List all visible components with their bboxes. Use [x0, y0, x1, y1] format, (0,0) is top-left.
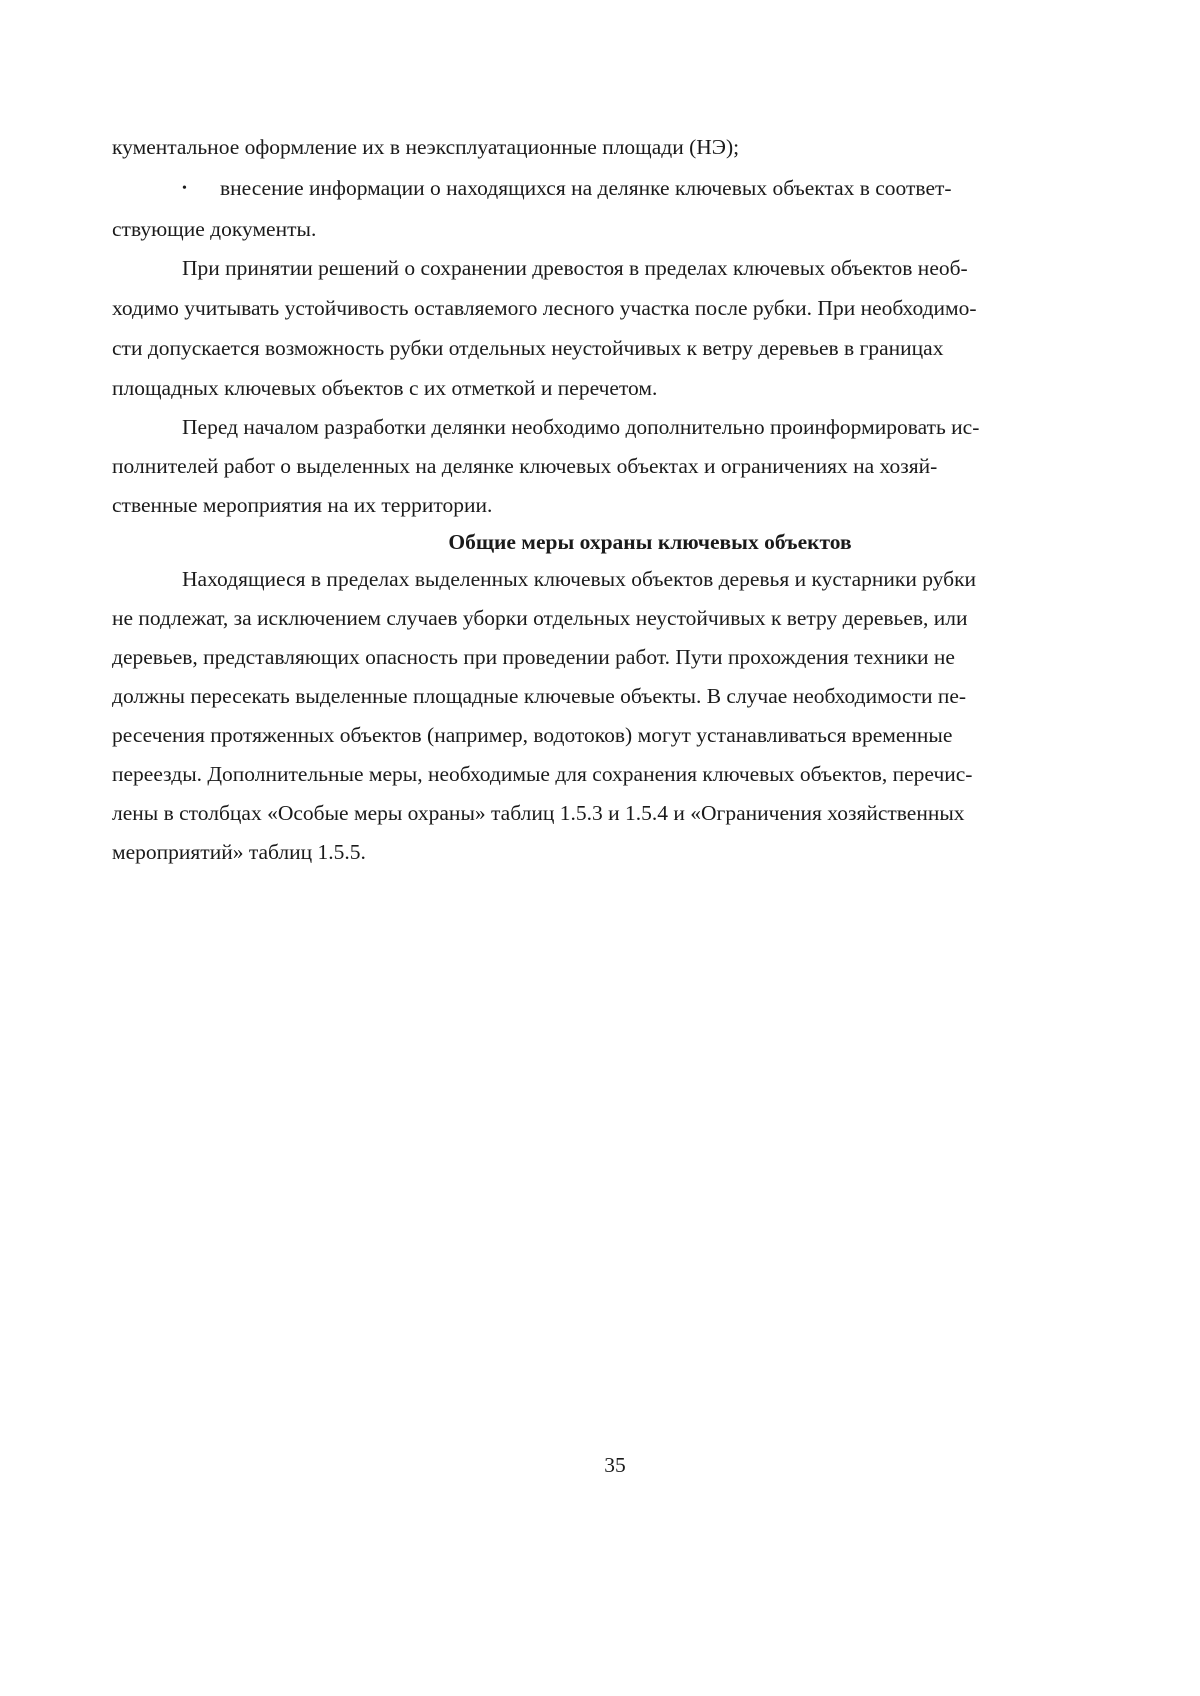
bullet-icon: • — [182, 181, 187, 196]
paragraph-first-line: Находящиеся в пределах выделенных ключевых объектов деревья и кустарники рубки — [182, 567, 977, 591]
text-line: площадных ключевых объектов с их отметкой и перечетом. — [112, 376, 658, 400]
bullet-item — [182, 178, 952, 200]
paragraph-first-line: Перед началом разработки делянки необходимо дополнительно проинформировать ис- — [182, 415, 980, 439]
text-line: полнителей работ о выделенных на делянке ключевых объектах и ограничениях на хозяй- — [112, 454, 938, 478]
text-line: ресечения протяженных объектов (например, водотоков) могут устанавливаться временные — [112, 723, 953, 747]
text-line: сти допускается возможность рубки отдельных неустойчивых к ветру деревьев в границах — [112, 336, 944, 360]
text-line: ственные мероприятия на их территории. — [112, 493, 493, 517]
text-line: должны пересекать выделенные площадные ключевые объекты. В случае необходимости пе- — [112, 684, 967, 708]
text-line: лены в столбцах «Особые меры охраны» таблиц 1.5.3 и 1.5.4 и «Ограничения хозяйственных — [112, 801, 965, 825]
page-number: 35 — [604, 1453, 626, 1477]
text-line: кументальное оформление их в неэксплуатационные площади (НЭ); — [112, 135, 740, 159]
text-line: ствующие документы. — [112, 217, 317, 241]
paragraph-first-line: При принятии решений о сохранении древостоя в пределах ключевых объектов необ- — [182, 256, 968, 280]
text-line: ходимо учитывать устойчивость оставляемого лесного участка после рубки. При необходимо- — [112, 296, 977, 320]
section-heading: Общие меры охраны ключевых объектов — [448, 530, 852, 554]
text-line: деревьев, представляющих опасность при проведении работ. Пути прохождения техники не — [112, 645, 955, 669]
text-line: мероприятий» таблиц 1.5.5. — [112, 840, 366, 864]
text-line: не подлежат, за исключением случаев уборки отдельных неустойчивых к ветру деревьев, или — [112, 606, 968, 630]
bullet-text: внесение информации о находящихся на делянке ключевых объектах в соответ- — [220, 176, 952, 200]
text-line: переезды. Дополнительные меры, необходимые для сохранения ключевых объектов, перечис- — [112, 762, 973, 786]
